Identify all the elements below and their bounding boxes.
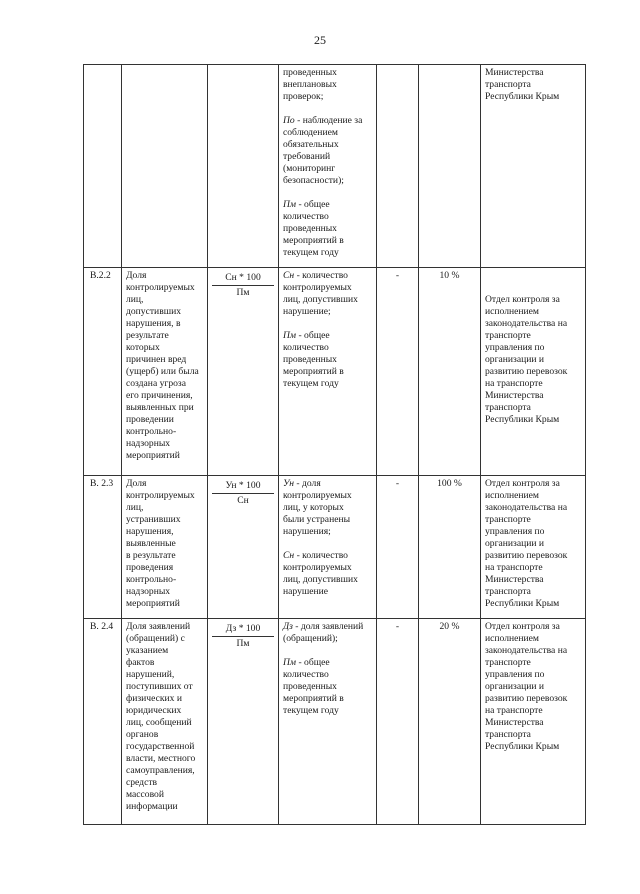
formula-numerator: Дз * 100 bbox=[212, 623, 274, 637]
definition-text: проведенных внеплановых проверок; bbox=[283, 67, 337, 102]
formula-denominator: Пм bbox=[236, 287, 250, 298]
definition-text: - наблюдение за соблюдением обязательных требований (мониторинг безопасности); bbox=[283, 115, 363, 186]
formula-fraction bbox=[212, 272, 274, 299]
definition-text: - общее количество проведенных мероприятий в текущем году bbox=[283, 657, 344, 716]
cell-formula bbox=[208, 619, 279, 825]
definition-paragraph bbox=[283, 67, 372, 103]
cell-definitions bbox=[279, 268, 377, 476]
variable-symbol: Сн bbox=[283, 550, 295, 561]
cell-definitions bbox=[279, 476, 377, 619]
table-row bbox=[84, 619, 586, 825]
variable-symbol: Пм bbox=[283, 199, 297, 210]
definition-paragraph bbox=[283, 657, 372, 717]
formula-numerator: Сн * 100 bbox=[212, 272, 274, 286]
cell-base bbox=[377, 65, 419, 268]
table-row bbox=[84, 476, 586, 619]
definition-paragraph bbox=[283, 478, 372, 538]
variable-symbol: Сн bbox=[283, 270, 295, 281]
definition-paragraph bbox=[283, 270, 372, 318]
formula-denominator: Сн bbox=[237, 495, 249, 506]
cell-base: - bbox=[377, 476, 419, 619]
responsible-text: Отдел контроля за исполнением законодательства на транспорте управления по организации и развитию перевозок на транспорте Министерства транспорта Республики Крым bbox=[485, 621, 568, 752]
cell-formula bbox=[208, 268, 279, 476]
cell-name: Доля контролируемых лиц, допустивших нарушения, в результате которых причинен вред (ущерб) или была создана угроза его причинения, выявленных при проведении контрольно- надзорных мероприятий bbox=[122, 268, 208, 476]
cell-id: В. 2.3 bbox=[84, 476, 122, 619]
cell-responsible bbox=[481, 476, 586, 619]
cell-target: 100 % bbox=[419, 476, 481, 619]
definition-text: - доля контролируемых лиц, у которых были устранены нарушения; bbox=[283, 478, 352, 537]
cell-id: В.2.2 bbox=[84, 268, 122, 476]
cell-formula bbox=[208, 476, 279, 619]
cell-base: - bbox=[377, 619, 419, 825]
variable-symbol: Дз bbox=[283, 621, 293, 632]
cell-id bbox=[84, 65, 122, 268]
definition-paragraph bbox=[283, 621, 372, 645]
cell-target: 10 % bbox=[419, 268, 481, 476]
definition-text: - доля заявлений (обращений); bbox=[283, 621, 364, 644]
definition-text: - количество контролируемых лиц, допустивших нарушение bbox=[283, 550, 358, 597]
cell-responsible bbox=[481, 268, 586, 476]
cell-responsible bbox=[481, 619, 586, 825]
definition-paragraph bbox=[283, 115, 372, 187]
variable-symbol: Пм bbox=[283, 657, 297, 668]
cell-name: Доля контролируемых лиц, устранивших нарушения, выявленные в результате проведения контрольно- надзорных мероприятий bbox=[122, 476, 208, 619]
cell-target bbox=[419, 65, 481, 268]
variable-symbol: Ун bbox=[283, 478, 294, 489]
cell-target: 20 % bbox=[419, 619, 481, 825]
table-row-continuation bbox=[84, 65, 586, 268]
spacer bbox=[485, 270, 581, 294]
cell-name bbox=[122, 65, 208, 268]
cell-name: Доля заявлений (обращений) с указанием фактов нарушений, поступивших от физических и юридических лиц, сообщений органов государственной власти, местного самоуправления, средств массовой информации bbox=[122, 619, 208, 825]
formula-numerator: Ун * 100 bbox=[212, 480, 274, 494]
responsible-text: Отдел контроля за исполнением законодательства на транспорте управления по организации и развитию перевозок на транспорте Министерства транспорта Республики Крым bbox=[485, 294, 568, 425]
formula-fraction bbox=[212, 623, 274, 650]
page-number: 25 bbox=[314, 33, 326, 47]
cell-formula bbox=[208, 65, 279, 268]
definition-text: - количество контролируемых лиц, допустивших нарушение; bbox=[283, 270, 358, 317]
definition-paragraph bbox=[283, 550, 372, 598]
cell-id: В. 2.4 bbox=[84, 619, 122, 825]
formula-fraction bbox=[212, 480, 274, 507]
definition-paragraph bbox=[283, 199, 372, 259]
definition-text: - общее количество проведенных мероприятий в текущем году bbox=[283, 199, 344, 258]
indicators-table bbox=[83, 64, 586, 825]
cell-definitions bbox=[279, 619, 377, 825]
definition-paragraph bbox=[283, 330, 372, 390]
formula-denominator: Пм bbox=[236, 638, 250, 649]
variable-symbol: По bbox=[283, 115, 295, 126]
definition-text: - общее количество проведенных мероприятий в текущем году bbox=[283, 330, 344, 389]
cell-base: - bbox=[377, 268, 419, 476]
responsible-text: Отдел контроля за исполнением законодательства на транспорте управления по организации и развитию перевозок на транспорте Министерства транспорта Республики Крым bbox=[485, 478, 568, 609]
variable-symbol: Пм bbox=[283, 330, 297, 341]
table-row bbox=[84, 268, 586, 476]
cell-definitions bbox=[279, 65, 377, 268]
cell-responsible: Министерства транспорта Республики Крым bbox=[481, 65, 586, 268]
